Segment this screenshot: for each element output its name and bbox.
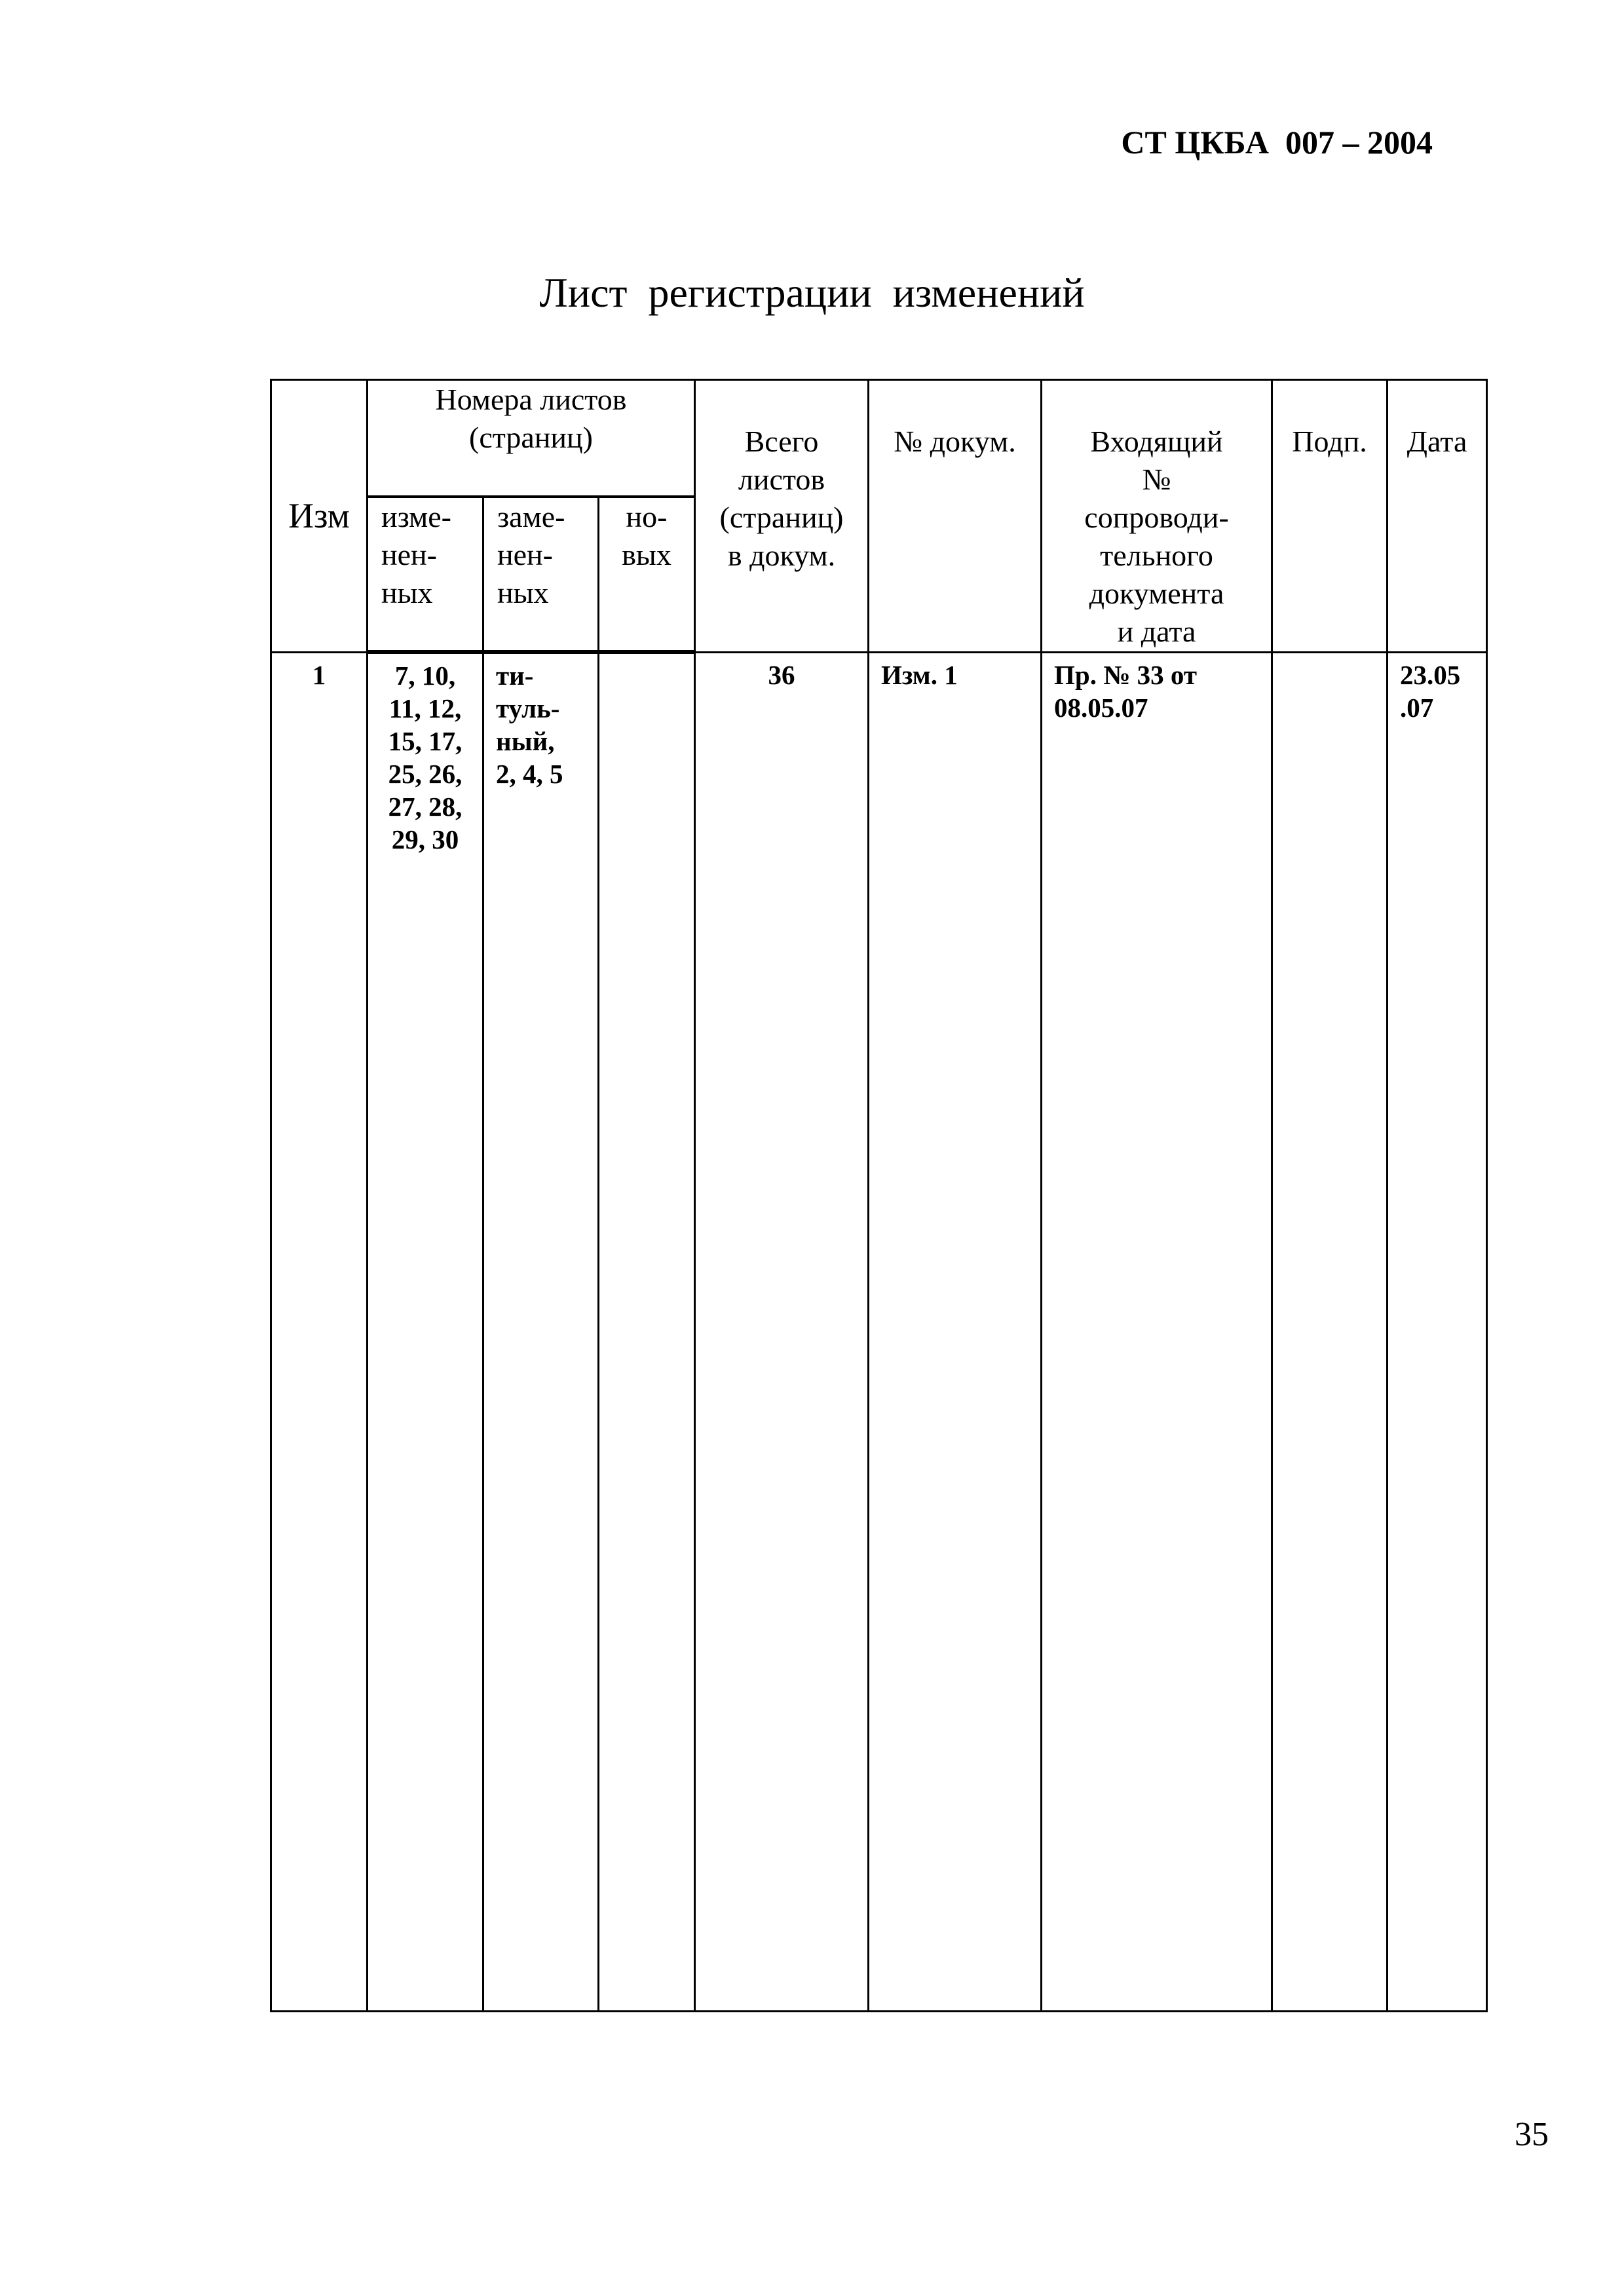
page-number: 35: [1515, 2116, 1549, 2153]
cell-changed-line: 27, 28,: [388, 792, 463, 822]
cell-date-line: .07: [1400, 692, 1434, 723]
header-incoming-line: тельного: [1100, 539, 1213, 572]
header-replaced-line: заме-: [497, 500, 565, 533]
page-title: Лист регистрации изменений: [539, 269, 1085, 316]
header-sheet-numbers: [368, 380, 695, 497]
cell-changed-line: 7, 10,: [394, 660, 456, 691]
cell-replaced-line: туль-: [496, 693, 560, 723]
table-header-row: [271, 380, 1487, 497]
cell-date-line: 23.05: [1400, 659, 1461, 690]
header-replaced-line: ных: [497, 576, 549, 609]
header-new: [599, 497, 695, 652]
change-registration-table: [270, 379, 1488, 2012]
cell-changed: [368, 652, 483, 2012]
cell-replaced-line: 2, 4, 5: [496, 759, 563, 789]
cell-replaced-line: ти-: [496, 660, 534, 691]
cell-changed-line: 25, 26,: [388, 759, 463, 789]
header-incoming-line: Входящий: [1090, 425, 1223, 458]
header-doc-no: № докум.: [869, 380, 1042, 653]
header-date: Дата: [1388, 380, 1487, 653]
cell-incoming-line: 08.05.07: [1054, 692, 1148, 723]
header-replaced-line: нен-: [497, 538, 553, 571]
header-incoming-line: документа: [1089, 577, 1224, 610]
cell-incoming-doc: [1042, 652, 1272, 2012]
header-new-line: вых: [622, 538, 671, 571]
header-changed: [368, 497, 483, 652]
cell-signature: [1272, 652, 1388, 2012]
header-incoming-line: и дата: [1117, 615, 1196, 648]
header-total-line: (страниц): [719, 501, 844, 534]
cell-changed-line: 29, 30: [391, 824, 459, 854]
cell-total-sheets: 36: [695, 652, 869, 2012]
header-sheet-numbers-line: Номера листов: [435, 383, 627, 416]
header-replaced: [483, 497, 599, 652]
header-incoming-doc: [1042, 380, 1272, 653]
header-total-line: в докум.: [727, 539, 836, 572]
table-row: [271, 652, 1487, 2012]
header-total-line: Всего: [744, 425, 819, 458]
header-izm: Изм: [271, 380, 368, 653]
header-incoming-line: №: [1142, 463, 1171, 496]
cell-changed-line: 15, 17,: [388, 726, 463, 756]
cell-new: [599, 652, 695, 2012]
header-changed-line: нен-: [381, 538, 437, 571]
header-total-line: листов: [738, 463, 825, 496]
header-changed-line: изме-: [381, 500, 451, 533]
cell-incoming-line: Пр. № 33 от: [1054, 659, 1198, 690]
header-incoming-line: сопроводи-: [1084, 501, 1229, 534]
header-total-sheets: [695, 380, 869, 653]
cell-izm: 1: [271, 652, 368, 2012]
header-sheet-numbers-line: (страниц): [469, 421, 593, 454]
cell-changed-line: 11, 12,: [388, 693, 462, 723]
header-signature: Подп.: [1272, 380, 1388, 653]
cell-doc-no: Изм. 1: [869, 652, 1042, 2012]
document-code: СТ ЦКБА 007 – 2004: [1121, 124, 1433, 161]
cell-replaced-line: ный,: [496, 726, 555, 756]
cell-date: [1388, 652, 1487, 2012]
header-changed-line: ных: [381, 576, 433, 609]
cell-replaced: [483, 652, 599, 2012]
header-new-line: но-: [626, 500, 668, 533]
